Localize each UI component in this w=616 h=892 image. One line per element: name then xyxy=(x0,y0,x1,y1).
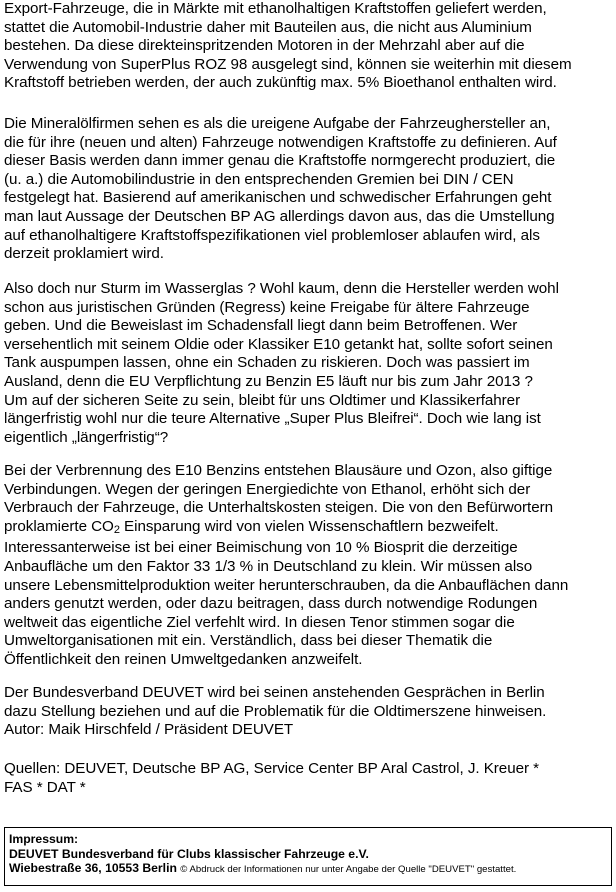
paragraph-combustion-text-b: Einsparung wird von vielen Wissenschaftlern bezweifelt. Interessanterweise ist bei einer Beimischung von 10 % Biosprit die derzeitige Anbaufläche um den Faktor 33 1/3 % in Deutschland zu klein. Wir müssen also unsere Lebensmittelproduktion weiter herunterschrauben, da die Anbauflächen dann anders genutzt werden, oder dazu beitragen, dass durch notwendige Rodungen weltweit das eigentliche Ziel verfehlt wird. In diesen Tenor stimmen sogar die Umweltorganisationen mit ein. Verständlich, dass bei dieser Thematik die Öffentlichkeit den reinen Umweltgedanken anzweifelt. xyxy=(4,517,569,668)
paragraph-sources: Quellen: DEUVET, Deutsche BP AG, Service Center BP Aral Castrol, J. Kreuer * FAS * DAT * xyxy=(4,760,540,796)
impressum-address: Wiebestraße 36, 10553 Berlin xyxy=(9,861,177,876)
copyright-notice: Abdruck der Informationen nur unter Angabe der Quelle "DEUVET" gestattet. xyxy=(187,864,517,876)
paragraph-association: Der Bundesverband DEUVET wird bei seinen anstehenden Gesprächen in Berlin dazu Stellung beziehen und auf die Problematik für die Oldtimerszene hinweisen. Autor: Maik Hirschfeld / Präsident DEUVET xyxy=(4,684,547,739)
copyright-icon: © xyxy=(180,864,188,876)
impressum-address-line xyxy=(9,861,611,878)
paragraph-storm-in-glass: Also doch nur Sturm im Wasserglas ? Wohl kaum, denn die Hersteller werden wohl schon aus juristischen Gründen (Regress) keine Freigabe für ältere Fahrzeuge geben. Und die Beweislast im Schadensfall liegt dann beim Betroffenen. Wer versehentlich mit seinem Oldie oder Klassiker E10 getankt hat, sollte sofort seinen Tank auspumpen lassen, ohne ein Schaden zu riskieren. Doch was passiert im Ausland, denn die EU Verpflichtung zu Benzin E5 läuft nur bis zum Jahr 2013 ? Um auf der sicheren Seite zu sein, bleibt für uns Oldtimer und Klassikerfahrer längerfristig wohl nur die teure Alternative „Super Plus Bleifrei“. Doch wie lang ist eigentlich „längerfristig“? xyxy=(4,280,559,446)
paragraph-export-vehicles: Export-Fahrzeuge, die in Märkte mit ethanolhaltigen Kraftstoffen geliefert werden, stattet die Automobil-Industrie daher mit Bauteilen aus, die nicht aus Aluminium bestehen. Da diese direkteinspritzenden Motoren in der Mehrzahl aber auf die Verwendung von SuperPlus ROZ 98 ausgelegt sind, können sie weiterhin mit diesem Kraftstoff betrieben werden, der auch zukünftig max. 5% Bioethanol enthalten wird. xyxy=(4,0,572,92)
impressum-box xyxy=(4,827,612,886)
impressum-heading: Impressum: xyxy=(9,832,79,846)
paragraph-combustion xyxy=(4,462,568,670)
paragraph-oil-companies: Die Mineralölfirmen sehen es als die ureigene Aufgabe der Fahrzeughersteller an, die für ihre (neuen und alten) Fahrzeuge notwendigen Kraftstoffe zu definieren. Auf dieser Basis werden dann immer genau die Kraftstoffe normgerecht produziert, die (u. a.) die Automobilindustrie in den entsprechenden Gremien bei DIN / CEN festgelegt hat. Basierend auf amerikanischen und schwedischer Erfahrungen geht man laut Aussage der Deutschen BP AG allerdings davon aus, das die Umstellung auf ethanolhaltigere Kraftstoffspezifikationen viel problemloser ablaufen wird, als derzeit proklamiert wird. xyxy=(4,115,557,263)
impressum-organization: DEUVET Bundesverband für Clubs klassischer Fahrzeuge e.V. xyxy=(9,846,369,861)
paragraph-combustion-text-a: Bei der Verbrennung des E10 Benzins entstehen Blausäure und Ozon, also giftige Verbindungen. Wegen der geringen Energiedichte von Ethanol, erhöht sich der Verbrauch der Fahrzeuge, die Unterhaltskosten steigen. Die von den Befürwortern proklamierte CO xyxy=(4,462,554,535)
co2-subscript: 2 xyxy=(113,523,120,536)
